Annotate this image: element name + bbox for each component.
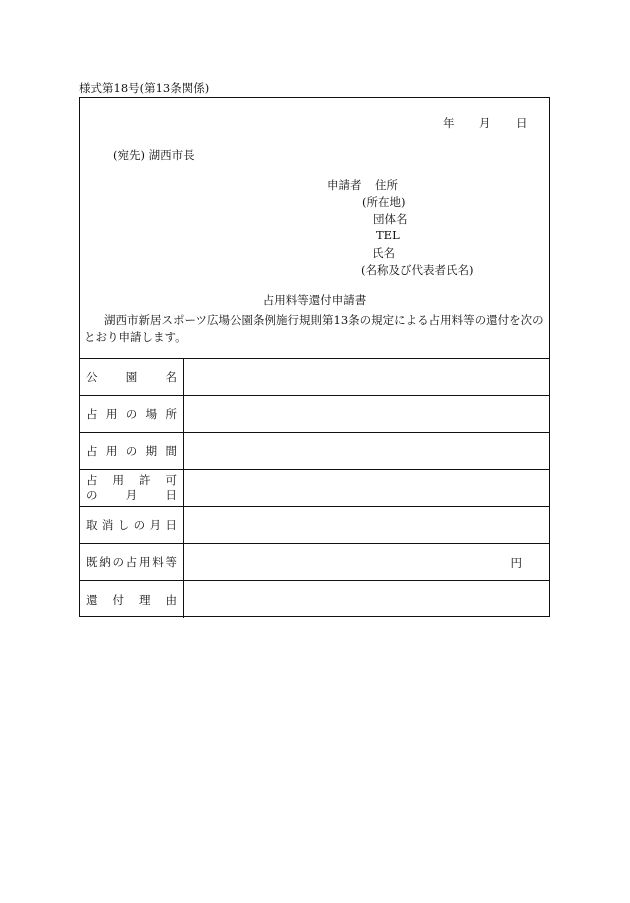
place-field[interactable] bbox=[184, 396, 549, 432]
table-row bbox=[80, 470, 549, 507]
addressee: (宛先) 湖西市長 bbox=[113, 148, 195, 162]
table-row bbox=[80, 396, 549, 433]
form-number: 様式第18号(第13条関係) bbox=[79, 81, 210, 95]
body-text: 湖西市新居スポーツ広場公園条例施行規則第13条の規定による占用料等の還付を次のとおり申請します。 bbox=[84, 313, 544, 344]
label-char: 可 bbox=[165, 473, 177, 487]
label-char: 取 bbox=[86, 518, 98, 532]
permit-date-field[interactable] bbox=[184, 470, 549, 506]
label-chars bbox=[86, 406, 177, 422]
label-char: 占 bbox=[86, 444, 98, 458]
label-char: の bbox=[125, 444, 138, 458]
label-char: し bbox=[117, 518, 130, 532]
label-char: の bbox=[86, 488, 98, 502]
label-char: 由 bbox=[165, 592, 177, 607]
label-chars bbox=[86, 554, 177, 570]
table-row bbox=[80, 544, 549, 581]
date-day: 日 bbox=[516, 116, 528, 130]
label-char: 園 bbox=[125, 370, 138, 384]
label-chars bbox=[86, 517, 177, 533]
label-chars bbox=[86, 592, 177, 608]
label-char: 用 bbox=[105, 407, 118, 421]
yen-unit: 円 bbox=[510, 556, 522, 570]
reason-field[interactable] bbox=[184, 581, 549, 618]
label-char: 用 bbox=[105, 444, 118, 458]
label-char: 占 bbox=[86, 473, 98, 487]
label-char: 納 bbox=[99, 555, 111, 569]
document-title: 占用料等還付申請書 bbox=[262, 293, 367, 307]
applicant-name-label: 氏名 bbox=[372, 246, 395, 260]
reason-label bbox=[80, 581, 184, 618]
label-char: 月 bbox=[125, 488, 138, 502]
label-char: 月 bbox=[149, 518, 162, 532]
permit-date-label bbox=[80, 470, 184, 506]
label-char: の bbox=[133, 518, 146, 532]
applicant-rep-label: (名称及び代表者氏名) bbox=[361, 263, 474, 277]
label-char: 理 bbox=[139, 592, 151, 607]
label-char: 期 bbox=[145, 444, 158, 458]
date-month: 月 bbox=[479, 116, 491, 130]
label-char: 還 bbox=[86, 592, 98, 607]
cancel-date-field[interactable] bbox=[184, 507, 549, 543]
label-char: 等 bbox=[165, 555, 177, 569]
label-char: 名 bbox=[165, 370, 177, 384]
applicant-tel-label: TEL bbox=[376, 228, 400, 242]
application-form bbox=[79, 97, 550, 617]
paid-fee-field[interactable] bbox=[184, 544, 549, 580]
label-char: 用 bbox=[112, 473, 124, 487]
table-row bbox=[80, 507, 549, 544]
label-char: 占 bbox=[125, 555, 138, 569]
label-char: の bbox=[112, 555, 124, 569]
label-char: 公 bbox=[86, 370, 98, 384]
period-field[interactable] bbox=[184, 433, 549, 469]
label-char: 日 bbox=[165, 518, 177, 532]
table-row bbox=[80, 433, 549, 470]
label-char: 日 bbox=[165, 488, 177, 502]
paid-fee-label bbox=[80, 544, 184, 580]
label-char: 用 bbox=[139, 555, 151, 569]
label-char: 間 bbox=[165, 444, 177, 458]
period-label bbox=[80, 433, 184, 469]
label-chars bbox=[86, 443, 177, 459]
label-char: の bbox=[125, 407, 138, 421]
date-line bbox=[443, 115, 528, 131]
label-char: 占 bbox=[86, 407, 98, 421]
label-chars bbox=[86, 473, 177, 488]
label-chars bbox=[86, 488, 177, 503]
applicant-address-label: 住所 bbox=[375, 178, 398, 192]
applicant-organization-label: 団体名 bbox=[373, 212, 408, 226]
park-name-field[interactable] bbox=[184, 359, 549, 395]
label-char: 付 bbox=[112, 592, 124, 607]
label-char: 既 bbox=[86, 555, 98, 569]
details-table bbox=[80, 358, 549, 618]
label-char: 所 bbox=[165, 407, 177, 421]
place-label bbox=[80, 396, 184, 432]
label-char: 場 bbox=[145, 407, 158, 421]
label-chars bbox=[86, 369, 177, 385]
date-year: 年 bbox=[443, 116, 455, 130]
label-char: 許 bbox=[139, 473, 151, 487]
label-char: 消 bbox=[101, 518, 114, 532]
cancel-date-label bbox=[80, 507, 184, 543]
table-row bbox=[80, 359, 549, 396]
label-char: 料 bbox=[152, 555, 164, 569]
park-name-label bbox=[80, 359, 184, 395]
table-row bbox=[80, 581, 549, 618]
applicant-label: 申請者 bbox=[327, 178, 362, 192]
applicant-location-label: (所在地) bbox=[362, 195, 406, 209]
